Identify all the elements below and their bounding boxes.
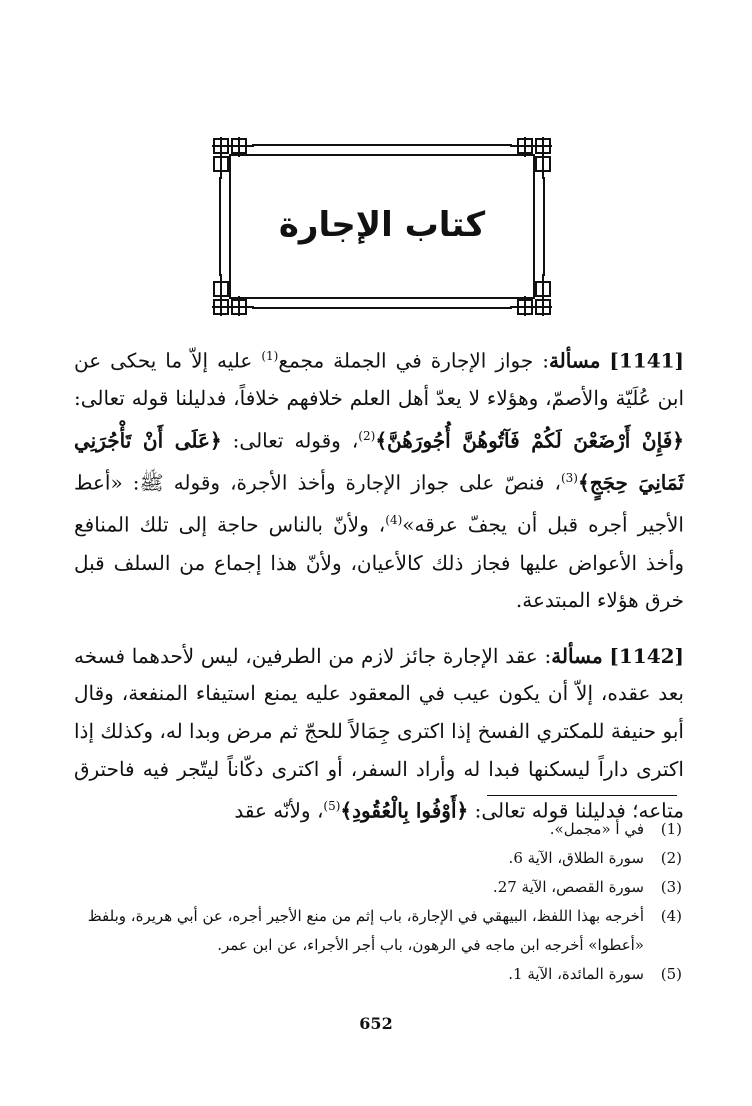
footnote-text: سورة الطلاق، الآية 6. [508,849,644,867]
footnotes [74,815,682,989]
footnote-ref: (5) [323,799,341,814]
footnote-mark: (4) [660,907,682,925]
quran-verse: ﴿أَوْفُوا بِالْعُقُودِ﴾ [340,798,469,823]
issue-paragraph-1142 [74,638,684,831]
footnote-ref: (4) [385,513,403,528]
footnote-mark: (3) [660,878,682,896]
footnote-mark: (1) [660,820,682,838]
issue-number: [1142] [609,643,684,668]
footnote-ref: (2) [358,428,376,443]
footnote-text: في أ «مجمل». [549,820,644,838]
footnote-mark: (5) [660,965,682,983]
footnote-text: سورة القصص، الآية 27. [492,878,644,896]
quran-verse: ﴿عَلَى أَنْ تَأْجُرَنِي ثَمَانِيَ حِجَجٍ﴾ [74,428,684,495]
issue-heading: مسألة [551,643,603,668]
quran-verse: ﴿فَإِنْ أَرْضَعْنَ لَكُمْ فَآتُوهُنَّ أُجُورَهُنَّ﴾ [375,428,684,453]
chapter-title-frame [210,135,554,318]
footnote-text: سورة المائدة، الآية 1. [508,965,644,983]
paragraph-text: : عقد الإجارة جائز لازم من الطرفين، ليس لأحدهما فسخه بعد عقده، إلاّ أن يكون عيب في المعقود عليه يمنع استيفاء المنفعة، وقال أبو حنيفة للمكتري الفسخ إذا اكترى جِمَالاً للحجّ ثم مرض وبدا له، وكذلك إذا اكترى داراً ليسكنها فبدا له وأراد السفر، أو اكترى دكّاناً ليتّجر فيه فاحترق متاعه؛ فدليلنا قوله تعالى: [74,643,684,823]
main-text [74,338,684,830]
footnote-mark: (2) [660,849,682,867]
issue-heading: مسألة [548,348,601,373]
paragraph-text: : جواز الإجارة في الجملة مجمع [278,348,549,373]
paragraph-text: ، ولأنّ بالناس حاجة إلى تلك المنافع وأخذ الأعواض عليها فجاز ذلك كالأعيان، ولأنّ هذا إجماع من السلف قبل خرق هؤلاء المبتدعة. [74,513,684,613]
footnote-ref: (3) [560,471,578,486]
footnote [74,960,682,989]
footnote [74,844,682,873]
issue-number: [1141] [609,348,684,373]
chapter-title: كتاب الإجارة [278,205,486,245]
footnote-ref: (1) [261,349,279,363]
footnote-text: أخرجه بهذا اللفظ، البيهقي في الإجارة، باب إثم من منع الأجير أجره، عن أبي هريرة، وبلفظ «أعطوا» أخرجه ابن ماجه في الرهون، باب أجر الأجراء، عن ابن عمر. [87,907,644,954]
footnote [74,873,682,902]
paragraph-text: ، ولأنّه عقد [234,798,324,823]
footnote [74,815,682,844]
page-number: 652 [359,1014,393,1033]
paragraph-text: ، فنصّ على جواز الإجارة وأخذ الأجرة، وقوله ﷺ: «أعط الأجير أجره قبل أن يجفّ عرقه» [74,470,684,537]
footnote-divider [487,795,677,796]
issue-paragraph-1141 [74,338,684,620]
paragraph-text: ، وقوله تعالى: [221,428,359,453]
footnote [74,902,682,960]
paragraph-text: عليه إلاّ ما يحكى عن ابن عُلَيّة والأصمّ، وهؤلاء لا يعدّ أهل العلم خلافهم خلافاً، فدليلنا قوله تعالى: [74,348,684,411]
